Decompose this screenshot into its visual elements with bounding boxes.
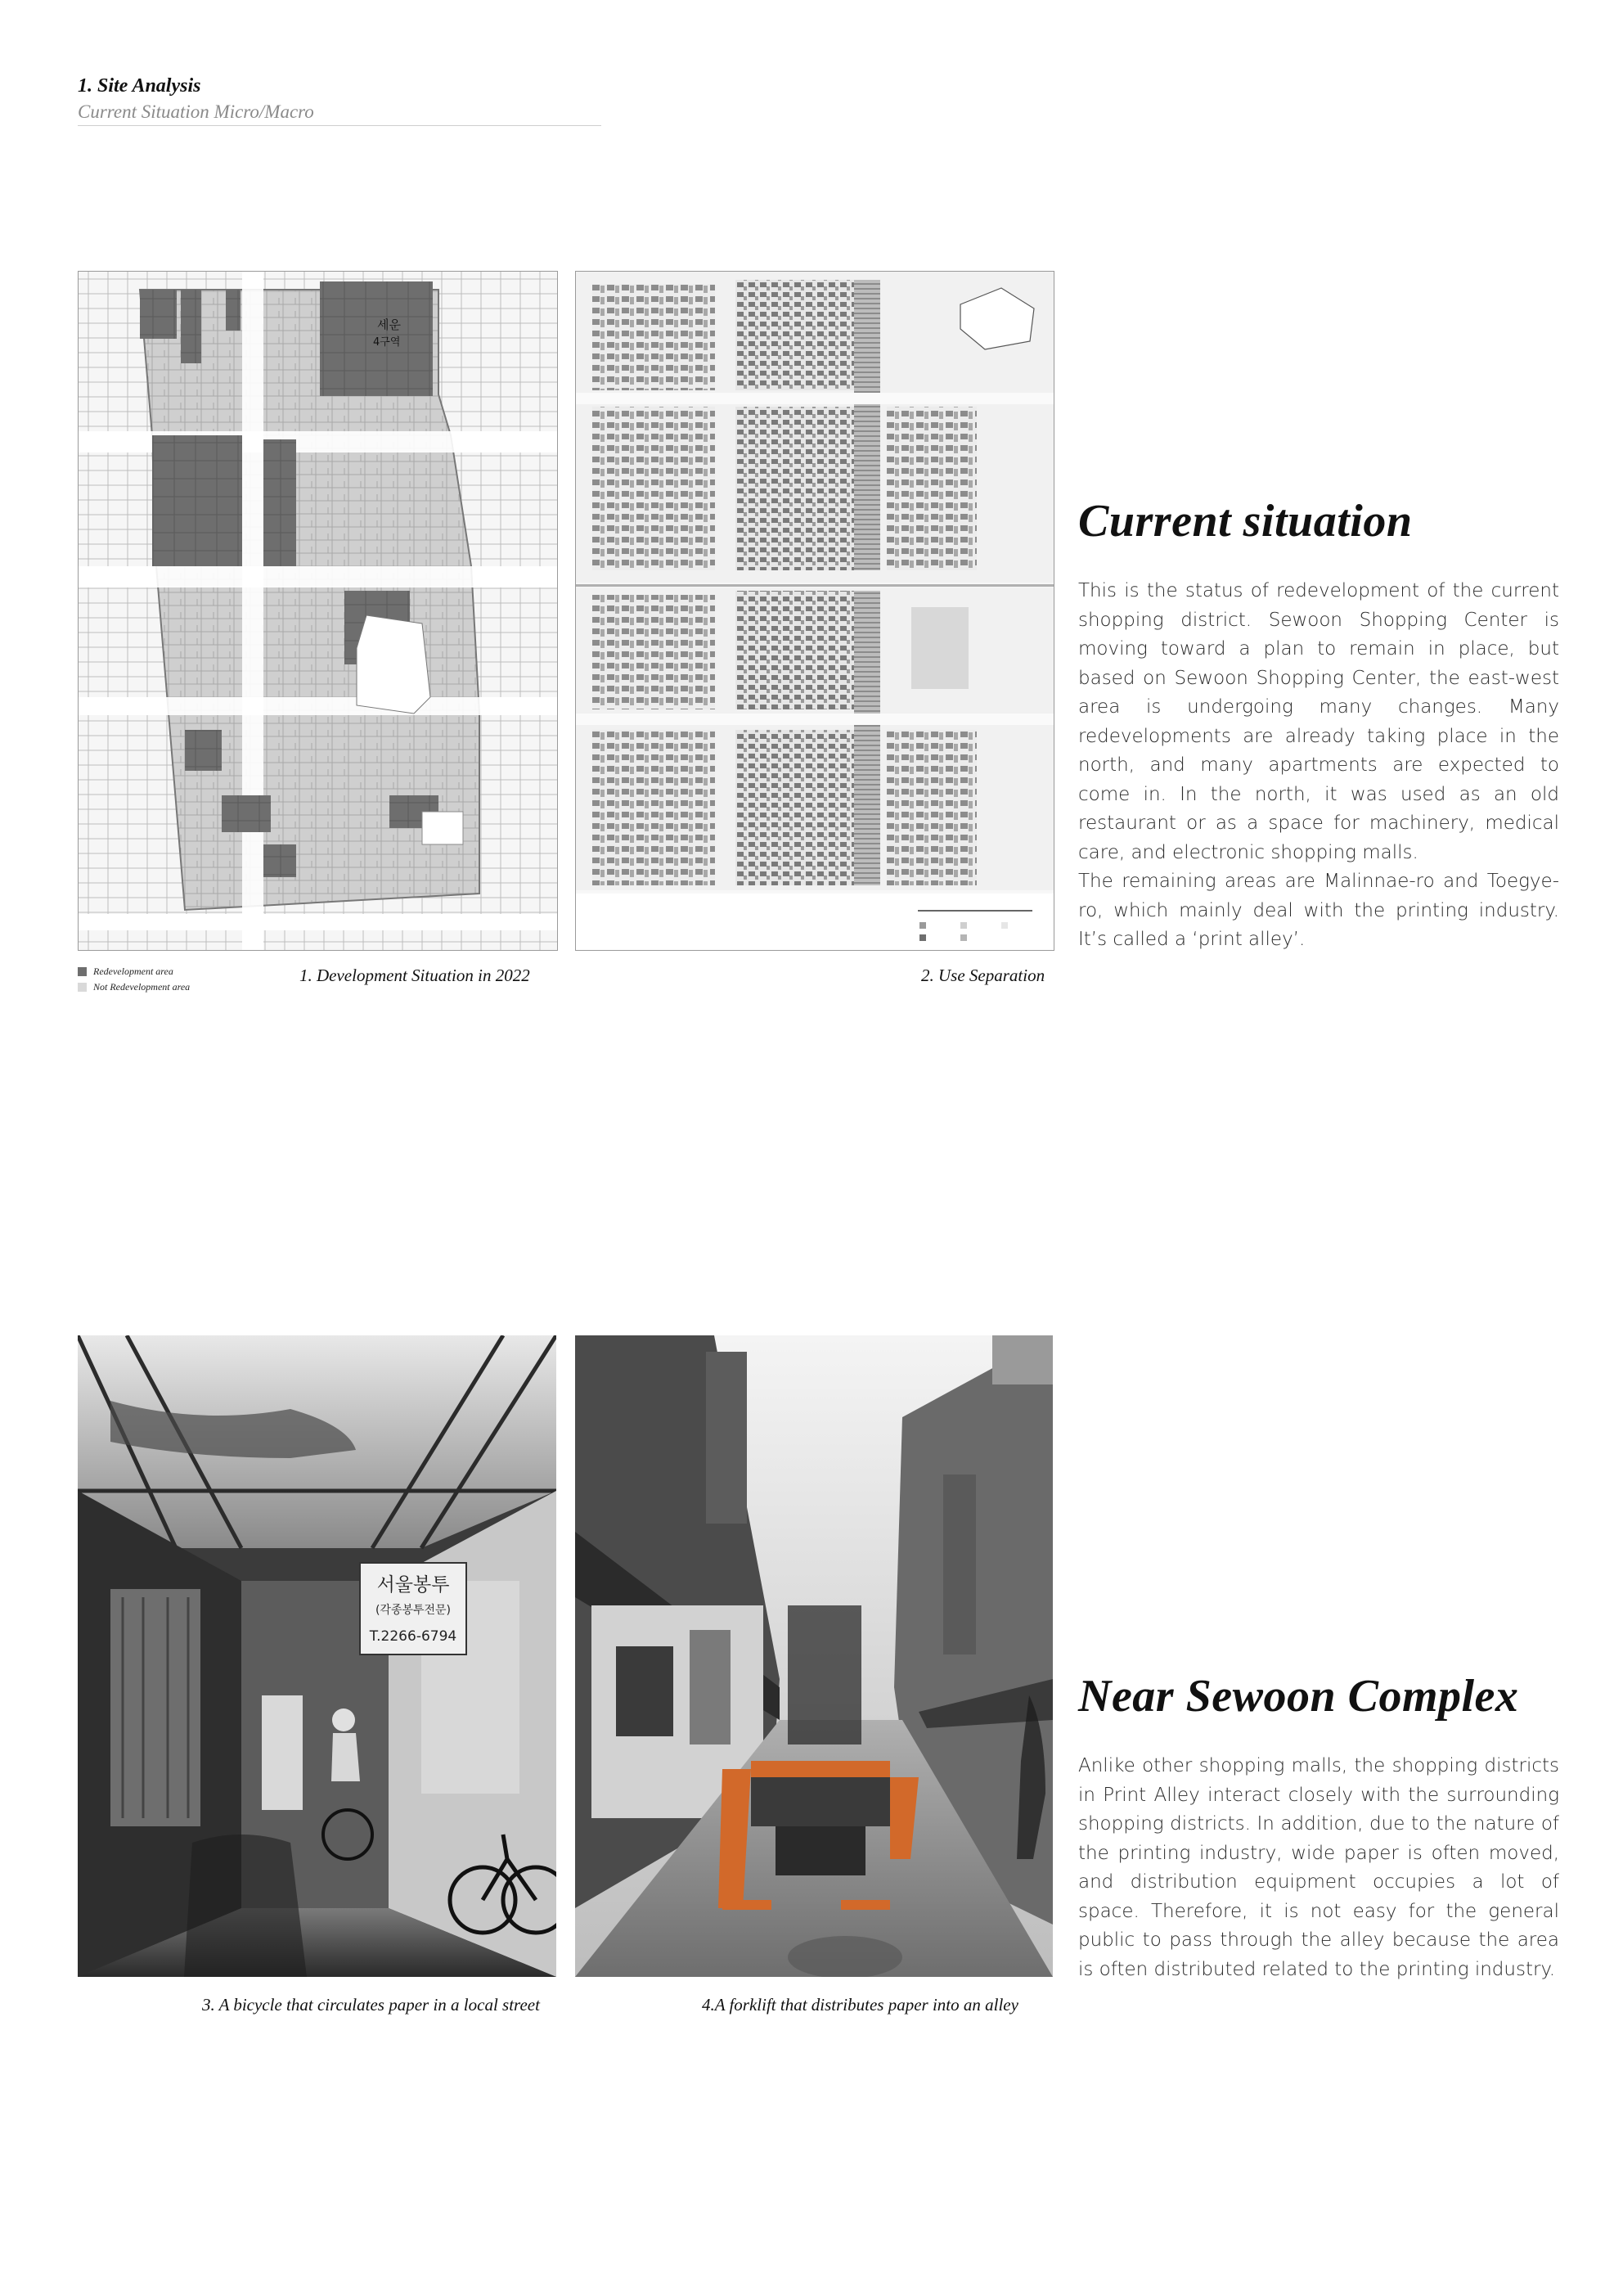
current-situation-body	[1078, 577, 1559, 955]
legend-light-swatch	[78, 983, 87, 992]
header-divider	[78, 125, 601, 126]
figure-3-caption: 3. A bicycle that circulates paper in a local street	[202, 1995, 540, 2015]
legend-redevelopment	[78, 966, 173, 978]
current-situation-title: Current situation	[1078, 496, 1413, 547]
current-situation-paragraph-2: The remaining areas are Malinnae-ro and Toegye-ro, which mainly deal with the printing industry. It’s called a ‘print alley’.	[1078, 871, 1559, 950]
near-sewoon-paragraph-1: Anlike other shopping malls, the shopping districts in Print Alley interact closely with the surrounding shopping districts. In addition, due to the nature of the printing industry, wide paper is often moved, and distribution equipment occupies a lot of space. Therefore, it is not easy for the general public to pass through the alley because the area is often distributed related to the printing industry.	[1078, 1755, 1559, 1980]
figure-2-caption: 2. Use Separation	[921, 966, 1045, 985]
bicycle-alley-photo	[78, 1335, 556, 1977]
legend-not-redevelopment	[78, 981, 190, 993]
near-sewoon-body	[1078, 1752, 1559, 1984]
legend-redevelopment-label: Redevelopment area	[93, 966, 173, 977]
forklift-alley-photo	[575, 1335, 1053, 1977]
use-separation-map	[575, 271, 1054, 951]
shop-sign-subtitle: (각종봉투전문)	[375, 1604, 452, 1617]
shop-sign-name: 서울봉투	[376, 1574, 450, 1596]
near-sewoon-title: Near Sewoon Complex	[1078, 1671, 1519, 1722]
figure-1-caption: 1. Development Situation in 2022	[299, 966, 530, 985]
map-district-sublabel: 4구역	[373, 336, 401, 349]
map-district-label: 세운	[377, 317, 401, 332]
legend-not-redevelopment-label: Not Redevelopment area	[93, 981, 191, 993]
legend-dark-swatch	[78, 967, 87, 976]
section-heading: 1. Site Analysis	[78, 75, 201, 97]
section-subtitle: Current Situation Micro/Macro	[78, 101, 314, 122]
shop-sign-phone: T.2266-6794	[369, 1628, 457, 1645]
current-situation-paragraph-1: This is the status of redevelopment of the current shopping district. Sewoon Shopping Center is moving toward a plan to remain in place, but based on Sewoon Shopping Center, the east-west area is undergoing many changes. Many redevelopments are already taking place in the north, and many apartments are expected to come in. In the north, it was used as an old restaurant or as a space for machinery, medical care, and electronic shopping malls.	[1078, 580, 1559, 863]
figure-4-caption: 4.A forklift that distributes paper into an alley	[702, 1995, 1018, 2015]
development-map	[78, 271, 558, 951]
